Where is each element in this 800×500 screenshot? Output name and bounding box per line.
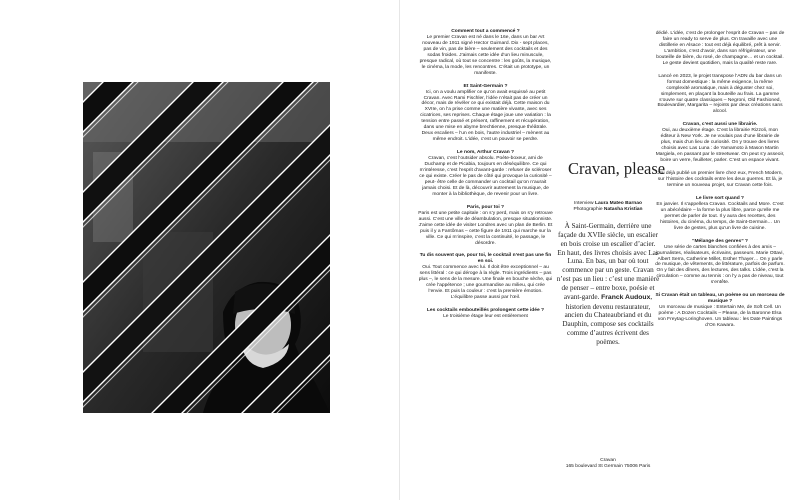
venue-address: 165 boulevard St Germain 75006 Paris — [565, 464, 651, 469]
answer: dédié. L’idée, c’est de prolonger l’esprit de Cravan – pas de faire un ready to serve de plus. On travaille avec une distillerie en Alsace : tout est déjà équilibré, prêt à servir. L’ambition, c’est d’avoir, dans son réfrigérateur, une bouteille de bière, du rosé, de champagne… et un cocktail. Le geste devient quotidien, mais la qualité reste rare. — [655, 31, 785, 66]
qa-block — [655, 74, 785, 116]
answer: En janvier. Il s’appellera Cravan. Cocktails and More. C’est un abécédaire – la forme la plus libre, parce qu’elle me permet de parler de tout. Il y aura des recettes, des histoires, du cinéma, du temps, de Saint-Germain… Un livre de gestes, plus qu’un livre de cuisine. — [656, 201, 784, 231]
question: Si Cravan était un tableau, un poème ou un morceau de musique ? — [655, 293, 785, 305]
intro-text: À Saint-Germain, derrière une façade du XVIIe siècle, un escalier en bois croise un escalier d’acier. En haut, des livres choisis avec Las Luna. En bas, un bar où tout commence par un geste. Cravan n’est pas un lieu : c’est une manière de penser – entre boxe, poésie et avant-garde. — [556, 222, 660, 301]
answer: Un morceau de musique : Entertain Me, de Soft Cell. Un poème : A Dozen Cocktails – Please, de la Baronne Elsa von Freytag-Loringhoven. Un tableau : les Date Paintings d’On Kawara. — [657, 305, 783, 329]
answer: Cravan, c’est l’outsider absolu. Poète-boxeur, ami de Duchamp et de Picabia, toujours en déséquilibre. Ce qui m’intéresse, c’est l’esprit d’avant-garde : refuser de scléroser ce qui existe. Créer le pas de côté qui provoque la curiosité – peut- être celle de commander un cocktail qu’on n’aurait jamais choisi. Et de là, découvrir autrement la musique, de monter à la bibliothèque, de revenir pour un livre. — [419, 156, 552, 197]
qa-block — [655, 171, 785, 189]
qa-block — [418, 253, 553, 301]
question: “Mélange des genres” ? — [692, 238, 748, 244]
question: Et Saint-Germain ? — [463, 83, 508, 89]
qa-block — [418, 150, 553, 198]
article-title: Cravan, please — [568, 159, 666, 178]
credit-name: Laura Mateo Barnao — [594, 201, 642, 206]
striped-mirror-image — [83, 82, 330, 413]
question: Les cocktails embouteillés prolongent cette idée ? — [426, 308, 545, 314]
qa-block — [418, 205, 553, 247]
answer: Lancé en 2023, le projet transpose l’ADN du bar dans un format domestique : la même exigence, la même complexité aromatique, mais à déguster chez soi, simplement, en plaçant la bouteille au frais. La gamme s’ouvre sur quatre classiques – Negroni, Old Fashioned, Boulevardier, Margarita – rejoints par deux créations sans alcool. — [657, 73, 783, 115]
answer: Oui. Tout commence avec lui. Il doit être exceptionnel – au sens littéral : ce qui déroge à la règle. Trois ingrédients – pas plus –, le sens de la mesure. Une finale en bouche sèche, qui crée l’appétence ; une gourmandise au milieu, qui crée l’envie. Et puis la couleur : c’est la première émotion. L’équilibre passe aussi par l’œil. — [418, 265, 553, 301]
qa-block — [418, 308, 553, 320]
photo-credit — [556, 207, 660, 213]
credit-label: Photographie — [573, 207, 603, 212]
answer: Oui, au deuxième étage. C’est la librairie Rizzoli, mon éditeur à New York. Je ne voulais pas d’une librairie de plus, mais d’un lieu de curiosité. On y trouve des livres choisis avec Las Luna : de Yamamoto à Mason Martin Margiela, en passant par le streetwear. On peut s’y asseoir, boire un verre, feuilleter, parler. C’est un espace vivant. — [655, 128, 785, 164]
address — [556, 458, 660, 470]
answer: Le premier Cravan est né dans le 16e, dans un bar Art nouveau de 1911 signé Hector Guimard. Dix - sept places, pas de vin, pas de bière – seulement des cocktails et des sodas froides. J’aimais cette idée d’un lieu minuscule, presque radical, où tout se concentre : les goûts, la musique, le cinéma, la mode, les rencontres. C’était un prototype, un manifeste. — [419, 34, 552, 76]
qa-block — [418, 29, 553, 77]
intro-paragraph — [556, 222, 660, 347]
answer: Paris est une petite capitale : on s’y perd, mais on s’y retrouve aussi. C’est une ville de déambulation, presque situationniste. J’aime cette idée de visiter Londres avec un plan de Berlin. Et puis il y a Fantômas – cette figure de 1911 qui marche sur la ville. Ce qui m’inspire, c’est la continuité, le passage, le désordre. — [418, 210, 553, 246]
qa-column-left — [418, 29, 553, 327]
qa-column-right — [655, 31, 785, 336]
question: Cravan, c’est aussi une librairie. — [682, 122, 758, 128]
answer: J’ai déjà publié un premier livre chez eux, French Modern, sur l’histoire des cocktails entre les deux guerres. Et là, je termine un nouveau projet, sur Cravan cette fois. — [657, 171, 783, 188]
intro-name: Franck Audoux — [601, 293, 651, 301]
answer: Le troisième étage leur est entièrement — [443, 314, 528, 320]
venue-name: Cravan — [600, 458, 616, 463]
question: Le nom, Arthur Cravan ? — [456, 150, 515, 156]
qa-block — [655, 122, 785, 164]
qa-block — [655, 293, 785, 329]
qa-block — [655, 239, 785, 287]
qa-block — [655, 196, 785, 232]
qa-block — [418, 84, 553, 144]
intro-text: , historien devenu restaurateur, ancien du Chateaubriand et du Dauphin, compose ses cocktails comme d’autres écrivent des poèmes. — [562, 292, 654, 346]
credit-label: Interview — [574, 201, 594, 206]
question: Comment tout a commencé ? — [451, 29, 520, 34]
credits — [556, 201, 660, 213]
question: Le livre sort quand ? — [695, 195, 745, 201]
answer: Ici, on a voulu amplifier ce qu’on avait esquissé au petit Cravan. Avec Rami Fischler, l’idée n’était pas de créer un décor, mais de révéler ce qui existait déjà. Cette maison du XVIIe, on l’a prise comme une matière vivante, avec ses cicatrices, ses reprises. Chaque étage joue une variation : la tension entre passé et présent, raffinement et récupération, dans une mise en abyme brechtienne, presque théâtrale. Deux escaliers – l’un en bois, l’autre industriel – mènent au même endroit. L’idée, c’est un pouvoir se perdre. — [420, 89, 551, 143]
spread-gutter — [399, 0, 400, 500]
answer: Une série de cartes blanches confiées à des amis – journalistes, réalisateurs, écrivains, passeurs. Marie Ottavi, Albert Serra, Catherine Millet, Esther Thayer… On y parle de musique, de vêtements, de littérature, parfois de parfum. On y fait des dîners, des lectures, des talks. L’idée, c’est la circulation – comme au tennis : on l’y a pas de niveau, tout s’entête. — [655, 244, 785, 286]
portrait-photo — [83, 82, 330, 413]
question: Tu dis souvent que, pour toi, le cocktail n’est pas une fin en soi. — [419, 253, 552, 265]
credit-name: Natasha Kristian — [603, 207, 643, 212]
qa-block — [655, 31, 785, 67]
question: Paris, pour toi ? — [466, 204, 505, 210]
